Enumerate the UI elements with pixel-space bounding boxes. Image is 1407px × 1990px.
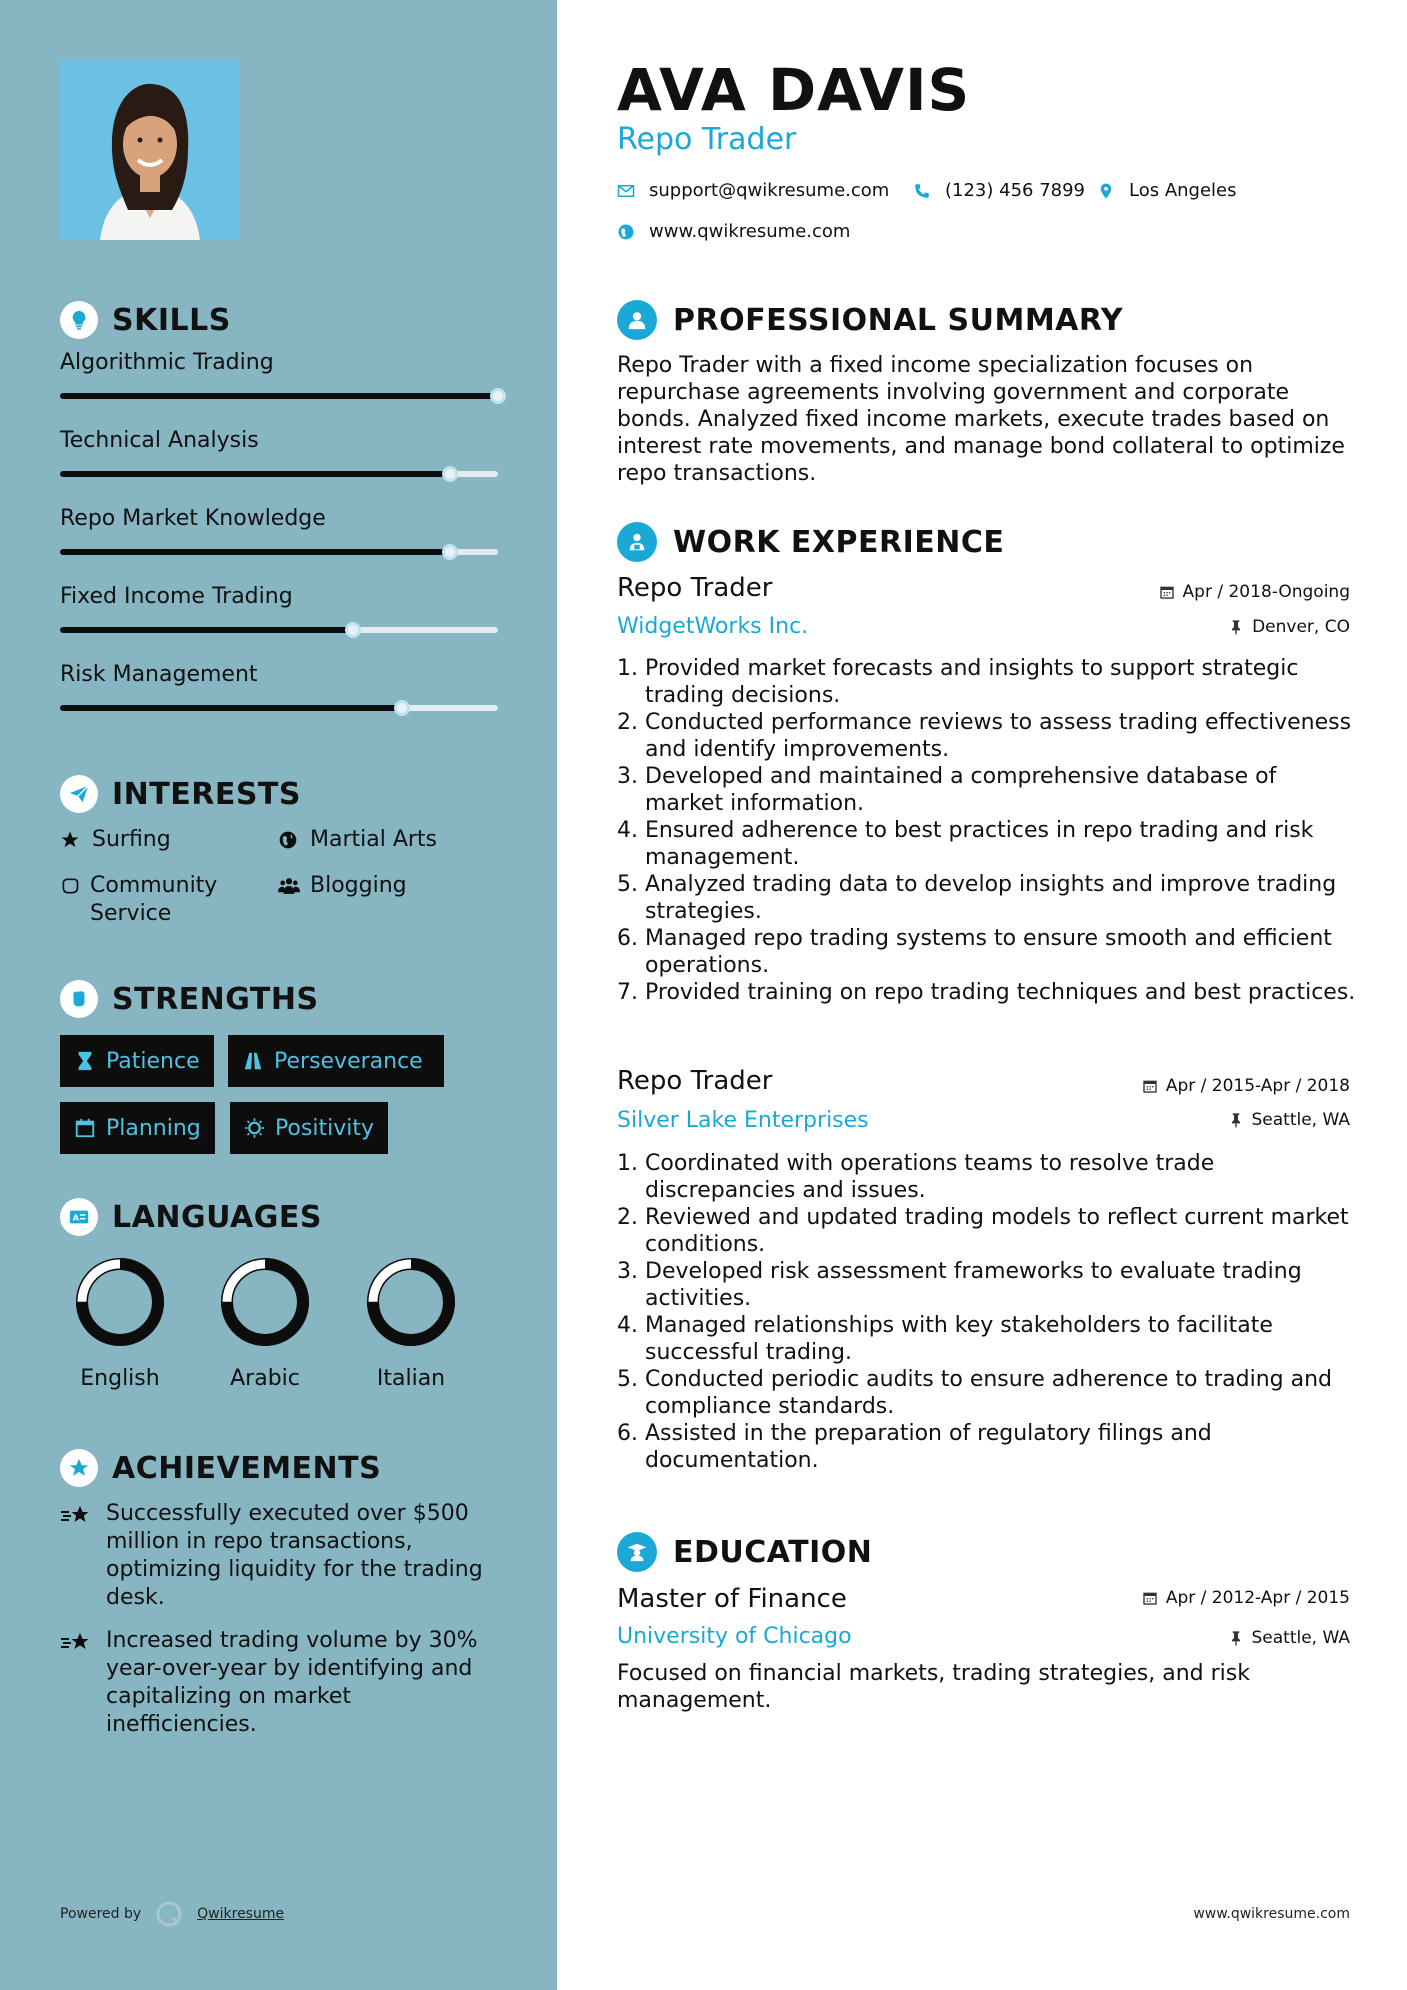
skill-bar-track [60, 393, 498, 399]
interest-label: Community Service [90, 873, 218, 926]
skill-name: Risk Management [60, 662, 258, 687]
experience-heading [617, 522, 1004, 562]
duty-text: Managed relationships with key stakeholders to facilitate successful trading. [645, 1313, 1273, 1365]
skill-item [60, 584, 500, 633]
skills-title: SKILLS [112, 302, 231, 338]
location-text: Los Angeles [1129, 180, 1237, 201]
graduate-icon [617, 1532, 657, 1572]
language-label: Italian [376, 1366, 446, 1391]
skill-name: Fixed Income Trading [60, 584, 293, 609]
duty-item [617, 1312, 1357, 1366]
duty-number: 4. [617, 1313, 638, 1338]
user-icon [617, 300, 657, 340]
duty-number: 1. [617, 1151, 638, 1176]
duty-item [617, 1258, 1357, 1312]
interest-item [278, 826, 437, 854]
job-title: Repo Trader [617, 573, 773, 603]
language-proficiency-ring [74, 1256, 166, 1348]
qwikresume-link[interactable]: Qwikresume [197, 1906, 285, 1922]
skill-bar-fill [60, 705, 402, 711]
job-location-text: Denver, CO [1252, 617, 1350, 637]
duty-item [617, 1150, 1357, 1204]
profile-photo [60, 60, 240, 240]
duty-number: 4. [617, 818, 638, 843]
language-proficiency-ring [365, 1256, 457, 1348]
education-dates-text: Apr / 2012-Apr / 2015 [1165, 1588, 1350, 1608]
skill-bar-track [60, 549, 498, 555]
job-title: Repo Trader [617, 1066, 773, 1096]
duty-number: 7. [617, 980, 638, 1005]
calendar-icon [74, 1117, 96, 1139]
strengths-heading [60, 980, 319, 1018]
phone-text: (123) 456 7899 [945, 180, 1086, 201]
job-dates-text: Apr / 2018-Ongoing [1182, 582, 1350, 602]
achievement-text: Increased trading volume by 30% year-over-year by identifying and capitalizing on market inefficiencies. [106, 1628, 478, 1737]
powered-by-label: Powered by [60, 1906, 142, 1922]
education-location-text: Seattle, WA [1251, 1628, 1350, 1648]
duty-item [617, 979, 1357, 1006]
duty-item [617, 817, 1357, 871]
job-company: WidgetWorks Inc. [617, 614, 809, 639]
achievements-heading [60, 1449, 381, 1487]
contact-email [617, 180, 889, 201]
job-duties-list [617, 655, 1357, 1006]
education-location [1228, 1628, 1351, 1648]
job-dates [1159, 582, 1350, 602]
job-duties-list [617, 1150, 1357, 1474]
strength-label: Patience [106, 1048, 200, 1074]
trophy-star-icon [60, 1449, 98, 1487]
skill-name: Repo Market Knowledge [60, 506, 326, 531]
duty-item [617, 871, 1357, 925]
duty-number: 3. [617, 1259, 638, 1284]
language-label: Arabic [230, 1366, 300, 1391]
calendar-icon [1142, 1078, 1158, 1094]
duty-item [617, 709, 1357, 763]
powered-by [60, 1900, 284, 1928]
duty-item [617, 925, 1357, 979]
lightbulb-icon [60, 301, 98, 339]
skill-bar-fill [60, 471, 450, 477]
skill-item [60, 428, 500, 477]
website-text[interactable]: www.qwikresume.com [649, 221, 851, 242]
interest-label: Surfing [92, 827, 171, 852]
strength-badge [230, 1102, 388, 1154]
education-title: EDUCATION [673, 1534, 873, 1570]
duty-item [617, 1420, 1357, 1474]
strengths-title: STRENGTHS [112, 981, 319, 1017]
duty-number: 2. [617, 1205, 638, 1230]
duty-number: 1. [617, 656, 638, 681]
duty-text: Conducted performance reviews to assess trading effectiveness and identify improvements. [645, 710, 1352, 762]
sun-icon [244, 1117, 265, 1139]
duty-number: 5. [617, 1367, 638, 1392]
skill-bar-track [60, 627, 498, 633]
duty-number: 5. [617, 872, 638, 897]
duty-number: 6. [617, 1421, 638, 1446]
duty-text: Managed repo trading systems to ensure smooth and efficient operations. [645, 926, 1332, 978]
duty-text: Developed risk assessment frameworks to evaluate trading activities. [645, 1259, 1302, 1311]
shooting-star-icon [60, 1500, 94, 1612]
duty-item [617, 1204, 1357, 1258]
skill-bar-knob [442, 544, 458, 560]
duty-item [617, 763, 1357, 817]
school-name: University of Chicago [617, 1624, 852, 1649]
interests-title: INTERESTS [112, 776, 301, 812]
strength-label: Positivity [274, 1115, 374, 1141]
duty-item [617, 655, 1357, 709]
degree-title: Master of Finance [617, 1584, 847, 1614]
duty-text: Coordinated with operations teams to resolve trade discrepancies and issues. [645, 1151, 1215, 1203]
languages-heading [60, 1198, 322, 1236]
summary-title: PROFESSIONAL SUMMARY [673, 302, 1124, 338]
language-proficiency-ring [219, 1256, 311, 1348]
map-pin-icon [1097, 182, 1115, 200]
contact-location [1097, 180, 1237, 201]
education-dates [1142, 1588, 1350, 1608]
duty-text: Provided market forecasts and insights to support strategic trading decisions. [645, 656, 1299, 708]
globe-icon [278, 826, 300, 854]
skill-bar-fill [60, 393, 498, 399]
achievement-item [60, 1627, 500, 1739]
contact-phone [913, 180, 1085, 201]
hourglass-icon [74, 1050, 96, 1072]
experience-title: WORK EXPERIENCE [673, 524, 1005, 560]
candidate-role: Repo Trader [617, 122, 797, 157]
interest-label: Blogging [310, 873, 407, 898]
summary-text: Repo Trader with a fixed income specialization focuses on repurchase agreements involving government and corporate bonds. Analyzed fixed income markets, execute trades based on interest rate movements, and manage bond collateral to optimize repo transactions. [617, 353, 1345, 486]
job-dates-text: Apr / 2015-Apr / 2018 [1165, 1076, 1350, 1096]
skills-heading [60, 301, 231, 339]
strength-badge [228, 1035, 444, 1087]
envelope-icon [617, 182, 635, 200]
interest-item [60, 872, 260, 928]
calendar-icon [1142, 1590, 1158, 1606]
language-item [60, 1256, 180, 1391]
education-heading [617, 1532, 872, 1572]
calendar-icon [1159, 584, 1175, 600]
users-icon [278, 872, 300, 900]
phone-icon [913, 182, 931, 200]
interest-label: Martial Arts [310, 827, 438, 852]
contact-website [617, 221, 850, 242]
job-location [1228, 617, 1350, 637]
skill-item [60, 506, 500, 555]
achievement-item [60, 1500, 500, 1612]
duty-text: Conducted periodic audits to ensure adherence to trading and compliance standards. [645, 1367, 1332, 1419]
email-text[interactable]: support@qwikresume.com [649, 180, 890, 201]
paper-plane-icon [60, 775, 98, 813]
duty-text: Assisted in the preparation of regulatory filings and documentation. [645, 1421, 1212, 1473]
skill-bar-track [60, 705, 498, 711]
skill-bar-knob [394, 700, 410, 716]
globe-icon [617, 223, 635, 241]
interests-heading [60, 775, 301, 813]
hand-icon [60, 872, 80, 900]
education-description: Focused on financial markets, trading strategies, and risk management. [617, 1661, 1250, 1713]
duty-text: Provided training on repo trading techniques and best practices. [645, 980, 1356, 1005]
skill-name: Technical Analysis [60, 428, 259, 453]
main-content [557, 0, 1407, 1990]
fist-icon [60, 980, 98, 1018]
pushpin-icon [1228, 1112, 1244, 1128]
strength-label: Planning [106, 1115, 201, 1141]
candidate-name: AVA DAVIS [617, 56, 971, 124]
briefcase-user-icon [617, 522, 657, 562]
sidebar [0, 0, 557, 1990]
skill-bar-track [60, 471, 498, 477]
duty-item [617, 1366, 1357, 1420]
summary-heading [617, 300, 1123, 340]
skill-item [60, 350, 500, 399]
interest-item [278, 872, 407, 900]
language-label: English [80, 1366, 160, 1391]
achievements-title: ACHIEVEMENTS [112, 1450, 382, 1486]
skill-item [60, 662, 500, 711]
road-icon [242, 1050, 264, 1072]
skill-bar-fill [60, 549, 450, 555]
duty-text: Developed and maintained a comprehensive database of market information. [645, 764, 1277, 816]
duty-text: Reviewed and updated trading models to reflect current market conditions. [645, 1205, 1349, 1257]
skill-name: Algorithmic Trading [60, 350, 274, 375]
interest-item [60, 826, 171, 854]
languages-title: LANGUAGES [112, 1199, 322, 1235]
duty-number: 3. [617, 764, 638, 789]
job-company: Silver Lake Enterprises [617, 1108, 869, 1133]
footer-website[interactable]: www.qwikresume.com [1193, 1906, 1350, 1922]
language-icon [60, 1198, 98, 1236]
skill-bar-knob [442, 466, 458, 482]
duty-text: Ensured adherence to best practices in repo trading and risk management. [645, 818, 1314, 870]
achievement-text: Successfully executed over $500 million in repo transactions, optimizing liquidity for the trading desk. [106, 1501, 483, 1610]
job-location [1228, 1110, 1351, 1130]
duty-number: 2. [617, 710, 638, 735]
star-icon [60, 826, 82, 854]
job-dates [1142, 1076, 1350, 1096]
language-item [351, 1256, 471, 1391]
duty-number: 6. [617, 926, 638, 951]
pushpin-icon [1228, 619, 1244, 635]
strength-badge [60, 1102, 215, 1154]
pushpin-icon [1228, 1630, 1244, 1646]
shooting-star-icon [60, 1627, 94, 1739]
qwikresume-logo-icon [155, 1900, 183, 1928]
language-item [205, 1256, 325, 1391]
strength-badge [60, 1035, 214, 1087]
duty-text: Analyzed trading data to develop insights and improve trading strategies. [645, 872, 1337, 924]
job-location-text: Seattle, WA [1251, 1110, 1350, 1130]
skill-bar-knob [490, 388, 506, 404]
skill-bar-knob [345, 622, 361, 638]
skill-bar-fill [60, 627, 353, 633]
svg-text:A: A [72, 1212, 80, 1223]
strength-label: Perseverance [274, 1048, 423, 1074]
